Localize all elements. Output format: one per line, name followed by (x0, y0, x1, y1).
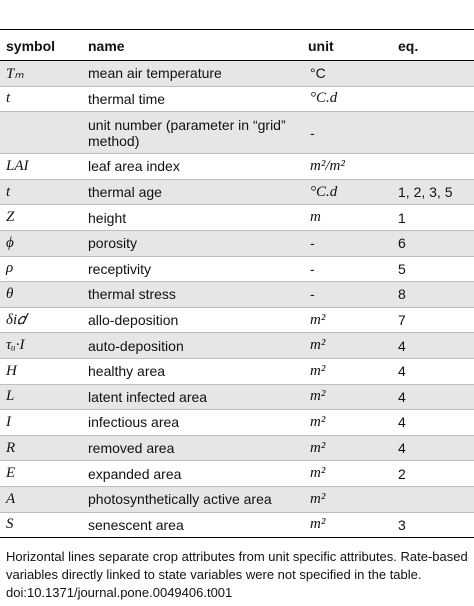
table-top-rule (0, 29, 474, 30)
cell-symbol: Tₘ (0, 61, 82, 87)
cell-symbol: θ (0, 282, 82, 308)
cell-symbol: I (0, 410, 82, 436)
cell-unit: - (302, 112, 392, 154)
cell-unit: m² (302, 410, 392, 436)
table-row (0, 282, 474, 308)
header-name: name (82, 31, 302, 61)
cell-unit: m² (302, 358, 392, 384)
cell-eq: 7 (392, 307, 474, 333)
cell-unit: m² (302, 461, 392, 487)
table-row (0, 179, 474, 205)
cell-unit: m² (302, 486, 392, 512)
cell-symbol: E (0, 461, 82, 487)
table-row (0, 512, 474, 538)
cell-unit: m² (302, 512, 392, 538)
table-row (0, 86, 474, 112)
cell-symbol: LAI (0, 154, 82, 180)
variables-table (0, 31, 474, 538)
cell-eq (392, 86, 474, 112)
cell-name: thermal age (82, 179, 302, 205)
cell-name: unit number (parameter in “grid” method) (82, 112, 302, 154)
table-row (0, 358, 474, 384)
cell-symbol (0, 112, 82, 154)
cell-eq: 3 (392, 512, 474, 538)
footnote-text: Horizontal lines separate crop attributes from unit specific attributes. Rate-based variables directly linked to state variables were not specified in the table. (6, 549, 468, 582)
cell-name: auto-deposition (82, 333, 302, 359)
table-row (0, 61, 474, 87)
cell-unit: °C.d (302, 86, 392, 112)
table-row (0, 256, 474, 282)
cell-name: receptivity (82, 256, 302, 282)
cell-name: photosynthetically active area (82, 486, 302, 512)
cell-eq: 4 (392, 435, 474, 461)
cell-symbol: δi𝑑 (0, 307, 82, 333)
cell-eq: 4 (392, 410, 474, 436)
cell-name: mean air temperature (82, 61, 302, 87)
cell-unit: - (302, 230, 392, 256)
table-row (0, 435, 474, 461)
cell-unit: m²/m² (302, 154, 392, 180)
cell-name: leaf area index (82, 154, 302, 180)
table-row (0, 112, 474, 154)
cell-eq: 8 (392, 282, 474, 308)
cell-eq: 6 (392, 230, 474, 256)
cell-symbol: L (0, 384, 82, 410)
cell-eq: 4 (392, 358, 474, 384)
cell-eq (392, 154, 474, 180)
cell-symbol: t (0, 179, 82, 205)
cell-unit: m² (302, 307, 392, 333)
cell-eq: 4 (392, 384, 474, 410)
cell-name: height (82, 205, 302, 231)
table-row (0, 333, 474, 359)
header-unit: unit (302, 31, 392, 61)
header-symbol: symbol (0, 31, 82, 61)
cell-eq (392, 486, 474, 512)
cell-name: removed area (82, 435, 302, 461)
cell-symbol: t (0, 86, 82, 112)
cell-eq (392, 61, 474, 87)
table-body (0, 61, 474, 538)
cell-eq: 4 (392, 333, 474, 359)
table-row (0, 230, 474, 256)
cell-unit: m² (302, 333, 392, 359)
cell-eq: 1, 2, 3, 5 (392, 179, 474, 205)
cell-name: infectious area (82, 410, 302, 436)
table-row (0, 154, 474, 180)
cell-symbol: Z (0, 205, 82, 231)
table-footnote (6, 548, 470, 602)
table-header (0, 31, 474, 61)
cell-symbol: H (0, 358, 82, 384)
cell-name: healthy area (82, 358, 302, 384)
cell-symbol: R (0, 435, 82, 461)
cell-unit: °C (302, 61, 392, 87)
cell-unit: - (302, 256, 392, 282)
cell-symbol: S (0, 512, 82, 538)
table-row (0, 205, 474, 231)
table-row (0, 410, 474, 436)
cell-name: expanded area (82, 461, 302, 487)
cell-unit: m² (302, 435, 392, 461)
cell-eq: 2 (392, 461, 474, 487)
table-row (0, 486, 474, 512)
cell-unit: m (302, 205, 392, 231)
cell-symbol: τᵤ·I (0, 333, 82, 359)
cell-symbol: ρ (0, 256, 82, 282)
header-eq: eq. (392, 31, 474, 61)
cell-name: senescent area (82, 512, 302, 538)
table-row (0, 384, 474, 410)
cell-symbol: A (0, 486, 82, 512)
cell-name: thermal time (82, 86, 302, 112)
table-row (0, 461, 474, 487)
cell-name: allo-deposition (82, 307, 302, 333)
cell-eq: 1 (392, 205, 474, 231)
cell-unit: - (302, 282, 392, 308)
cell-name: thermal stress (82, 282, 302, 308)
top-blank-band (0, 0, 474, 28)
cell-eq (392, 112, 474, 154)
table-row (0, 307, 474, 333)
cell-eq: 5 (392, 256, 474, 282)
cell-unit: m² (302, 384, 392, 410)
cell-symbol: ϕ (0, 230, 82, 256)
cell-unit: °C.d (302, 179, 392, 205)
cell-name: latent infected area (82, 384, 302, 410)
footnote-doi: doi:10.1371/journal.pone.0049406.t001 (6, 585, 233, 600)
cell-name: porosity (82, 230, 302, 256)
